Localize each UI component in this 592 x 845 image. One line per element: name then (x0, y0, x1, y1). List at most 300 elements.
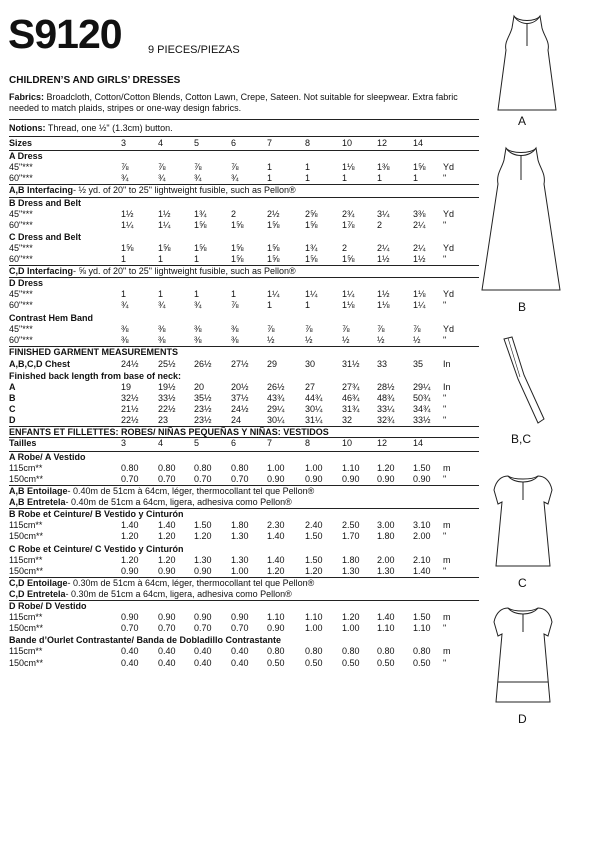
table-cell: 1.80 (377, 531, 395, 542)
table-cell: 0.70 (231, 473, 249, 484)
table-cell: 0.80 (158, 462, 176, 473)
table-cell: 0.90 (342, 473, 360, 484)
table-cell: 1 (231, 289, 237, 300)
table-cell: 0.70 (194, 473, 212, 484)
row-label: 60"*** (9, 173, 33, 184)
row-label: A,B,C,D Chest (9, 358, 71, 369)
table-cell: 1.70 (342, 531, 360, 542)
table-cell: 1.40 (413, 565, 431, 576)
table-cell: 0.50 (413, 657, 431, 668)
table-cell: ¾ (158, 300, 166, 311)
table-cell: 22½ (158, 404, 176, 415)
table-cell: 1⅝ (413, 162, 426, 173)
table-cell: 1 (413, 173, 419, 184)
table-row (9, 254, 479, 265)
table-cell: 1 (194, 289, 200, 300)
unit-label: m (443, 646, 451, 657)
table-cell: 0.80 (377, 646, 395, 657)
table-cell: 0.70 (121, 473, 139, 484)
table-cell: 31¼ (305, 415, 323, 426)
divider (9, 277, 479, 278)
table-cell: 1.20 (121, 554, 139, 565)
table-cell: 0.70 (158, 473, 176, 484)
table-cell: 3 (121, 437, 127, 448)
back-length-title: Finished back length from base of neck: (9, 371, 182, 381)
table-cell: 1¾ (305, 242, 318, 253)
table-row (9, 623, 479, 634)
table-row (9, 289, 479, 300)
table-cell: ⅞ (305, 323, 313, 334)
table-cell: 8 (305, 437, 311, 448)
divider (9, 119, 479, 120)
table-cell: 0.50 (267, 657, 285, 668)
unit-label: m (443, 520, 451, 531)
table-cell: 14 (413, 437, 424, 448)
table-cell: ⅜ (121, 323, 129, 334)
table-cell: 0.90 (158, 565, 176, 576)
note-text: - ½ yd. of 20" to 25" lightweight fusible, such as Pellon® (73, 185, 296, 196)
table-cell: 12 (377, 437, 388, 448)
table-cell: 24½ (121, 358, 139, 369)
interfacing-note (9, 185, 296, 195)
table-cell: 0.90 (305, 473, 323, 484)
table-cell: 2⅝ (305, 208, 318, 219)
unit-label: m (443, 554, 451, 565)
note-text: - 0.40m de 51cm à 64cm, léger, thermocollant tel que Pellon® (67, 486, 315, 496)
metric-sizes-row (9, 438, 479, 449)
notions-text: Thread, one ½" (1.3cm) button. (45, 123, 173, 133)
table-cell: 29¼ (413, 382, 431, 393)
interfacing-note (9, 578, 314, 588)
table-cell: 6 (231, 437, 237, 448)
row-label: 150cm** (9, 473, 44, 484)
table-cell: 1.80 (231, 520, 249, 531)
table-cell: 1.30 (231, 531, 249, 542)
table-cell: 2 (231, 208, 237, 219)
view-b-label: B (518, 300, 527, 314)
table-cell: 10 (342, 138, 353, 148)
view-c-sketch (488, 470, 558, 570)
table-cell: ⅞ (377, 323, 385, 334)
table-cell: 35½ (194, 393, 212, 404)
table-cell: 1⅛ (342, 162, 355, 173)
row-label: 150cm** (9, 623, 44, 634)
table-cell: 1 (342, 173, 348, 184)
table-cell: 0.80 (194, 462, 212, 473)
piece-count: 9 PIECES/PIEZAS (148, 44, 240, 56)
table-cell: 1.20 (305, 565, 323, 576)
table-cell: 1⅝ (342, 254, 355, 264)
sizes-row (9, 138, 479, 149)
unit-label: " (443, 473, 447, 484)
table-row (9, 531, 479, 542)
row-label: 45"*** (9, 323, 33, 334)
divider (9, 136, 479, 137)
table-cell: 33 (377, 358, 388, 369)
table-cell: 5 (194, 138, 200, 148)
table-cell: 0.40 (121, 657, 139, 668)
table-cell: 1½ (158, 208, 171, 219)
table-cell: 1.10 (342, 462, 360, 473)
table-cell: 1⅝ (231, 219, 244, 230)
table-cell: 0.90 (267, 473, 285, 484)
table-cell: 1 (121, 289, 127, 300)
table-cell: ⅜ (121, 334, 129, 345)
notions-paragraph (9, 123, 479, 134)
table-row (9, 474, 479, 485)
table-cell: 1.20 (267, 565, 285, 576)
view-a-label: A (518, 114, 527, 128)
table-cell: 35 (413, 358, 424, 369)
table-row (9, 566, 479, 577)
table-cell: ½ (377, 334, 385, 345)
group-title: D Robe/ D Vestido (9, 601, 87, 611)
table-cell: 1.00 (231, 565, 249, 576)
table-cell: 26½ (267, 382, 285, 393)
table-cell: 0.70 (194, 623, 212, 634)
table-cell: 1½ (377, 254, 390, 264)
belt-sketch (500, 335, 550, 425)
table-cell: 1.40 (377, 612, 395, 623)
table-cell: 0.90 (413, 473, 431, 484)
table-cell: 1.10 (305, 612, 323, 623)
table-cell: 4 (158, 138, 164, 148)
unit-label: " (443, 531, 447, 542)
table-cell: 0.40 (158, 646, 176, 657)
group-title: Contrast Hem Band (9, 312, 94, 323)
table-cell: 1.10 (377, 623, 395, 634)
table-cell: 2.00 (413, 531, 431, 542)
table-row (9, 555, 479, 566)
row-label: D (9, 415, 16, 426)
table-cell: 1.10 (413, 623, 431, 634)
table-cell: 19 (121, 382, 132, 393)
table-cell: 34¾ (413, 404, 431, 415)
table-cell: 29 (267, 358, 278, 369)
table-row (9, 520, 479, 531)
table-cell: 1.20 (377, 462, 395, 473)
table-cell: 1⅝ (158, 242, 171, 253)
row-label: 60"*** (9, 334, 33, 345)
table-cell: 33¼ (377, 404, 395, 415)
table-cell: 8 (305, 138, 311, 148)
table-cell: 5 (194, 437, 200, 448)
table-cell: 28½ (377, 382, 395, 393)
table-cell: 23½ (194, 415, 212, 426)
table-cell: 0.40 (231, 657, 249, 668)
table-cell: ⅞ (342, 323, 350, 334)
table-cell: 2½ (267, 208, 280, 219)
row-label: 60"*** (9, 300, 33, 311)
note-text: - ⅝ yd. of 20" to 25" lightweight fusible, such as Pellon® (73, 266, 296, 277)
unit-label: In (443, 382, 451, 393)
unit-label: Yd (443, 208, 455, 219)
unit-label: Yd (443, 323, 455, 334)
table-cell: 2 (342, 242, 348, 253)
table-cell: 1.30 (231, 554, 249, 565)
table-cell: 1.00 (267, 462, 285, 473)
note-label: A,B Interfacing (9, 185, 74, 196)
group-title: C Robe et Ceinture/ C Vestido y Cinturón (9, 543, 184, 554)
table-cell: 1⅛ (377, 300, 390, 311)
table-cell: 0.80 (342, 646, 360, 657)
note-text: - 0.30m de 51cm a 64cm, ligera, adhesiva como Pellon® (65, 588, 292, 599)
view-b-sketch (478, 146, 564, 292)
table-cell: 2¾ (342, 208, 355, 219)
table-cell: ½ (267, 334, 275, 345)
table-cell: 14 (413, 138, 424, 148)
table-cell: 2.30 (267, 520, 285, 531)
table-cell: 6 (231, 138, 237, 148)
finished-title: FINISHED GARMENT MEASUREMENTS (9, 346, 179, 357)
table-cell: 3⅜ (413, 208, 426, 219)
table-cell: 1.30 (342, 565, 360, 576)
table-cell: 1.40 (267, 554, 285, 565)
table-cell: 27½ (231, 358, 249, 369)
table-cell: 1.00 (305, 462, 323, 473)
table-cell: 0.50 (377, 657, 395, 668)
table-cell: 0.70 (158, 623, 176, 634)
table-cell: ⅜ (231, 334, 239, 345)
view-d-label: D (518, 712, 527, 726)
row-label: 60"*** (9, 254, 33, 264)
table-cell: 1.50 (413, 612, 431, 623)
table-cell: 1 (158, 254, 164, 264)
table-cell: 0.80 (121, 462, 139, 473)
row-label: 115cm** (9, 554, 43, 565)
table-cell: 1⅝ (194, 242, 207, 253)
table-row (9, 173, 479, 184)
table-cell: 1 (305, 173, 311, 184)
fabrics-paragraph (9, 92, 479, 114)
interfacing-note (9, 497, 292, 507)
table-cell: 1 (121, 254, 127, 264)
table-cell: 1.00 (305, 623, 323, 634)
table-cell: 0.40 (194, 646, 212, 657)
table-cell: 1⅜ (377, 162, 390, 173)
table-cell: 0.90 (158, 612, 176, 623)
row-label: 115cm** (9, 520, 43, 531)
table-cell: 2 (377, 219, 383, 230)
table-cell: 1⅝ (267, 254, 280, 264)
table-cell: 1⅝ (194, 219, 207, 230)
table-cell: 1¼ (413, 300, 426, 311)
table-cell: 2.40 (305, 520, 323, 531)
table-cell: 3¼ (377, 208, 390, 219)
table-cell: ¾ (231, 173, 239, 184)
table-cell: 1.50 (194, 520, 212, 531)
table-cell: 1.80 (342, 554, 360, 565)
table-cell: 24 (231, 415, 242, 426)
row-label: 150cm** (9, 657, 44, 668)
table-cell: 27 (305, 382, 316, 393)
metric-title: ENFANTS ET FILLETTES: ROBES/ NIÑAS PEQUEÑAS Y NIÑAS: VESTIDOS (9, 426, 329, 437)
notions-label: Notions: (9, 123, 46, 133)
table-cell: 30¼ (305, 404, 323, 415)
unit-label: Yd (443, 162, 455, 173)
table-cell: ⅜ (158, 334, 166, 345)
table-cell: ⅜ (194, 323, 202, 334)
table-cell: 1 (194, 254, 200, 264)
table-cell: 43¾ (267, 393, 285, 404)
unit-label: " (443, 334, 447, 345)
unit-label: m (443, 462, 451, 473)
interfacing-note (9, 486, 314, 496)
table-cell: 1⅝ (305, 254, 318, 264)
table-cell: 0.70 (121, 623, 139, 634)
note-text: - 0.40m de 51cm a 64cm, ligera, adhesiva como Pellon® (65, 497, 292, 508)
table-cell: 25½ (158, 358, 176, 369)
table-cell: 50¾ (413, 393, 431, 404)
unit-label: " (443, 393, 447, 404)
table-cell: 23½ (194, 404, 212, 415)
table-cell: 4 (158, 437, 164, 448)
table-cell: 1¼ (158, 219, 171, 230)
table-row (9, 324, 479, 335)
table-cell: 0.80 (305, 646, 323, 657)
pattern-title: CHILDREN’S AND GIRLS’ DRESSES (9, 75, 181, 86)
table-cell: 2.50 (342, 520, 360, 531)
table-cell: 1.40 (158, 520, 176, 531)
table-cell: 30¼ (267, 415, 285, 426)
table-row (9, 162, 479, 173)
table-cell: 0.90 (377, 473, 395, 484)
table-cell: 0.40 (158, 657, 176, 668)
table-cell: 1⅛ (342, 300, 355, 311)
unit-label: " (443, 254, 447, 264)
table-cell: 1⅝ (305, 219, 318, 230)
row-label: 45"*** (9, 162, 33, 173)
unit-label: " (443, 404, 447, 415)
table-cell: 37½ (231, 393, 249, 404)
table-row (9, 209, 479, 220)
row-label: 60"*** (9, 219, 33, 230)
table-row (9, 220, 479, 231)
table-cell: 1¼ (121, 219, 134, 230)
unit-label: " (443, 300, 447, 311)
view-d-sketch (488, 602, 558, 710)
table-cell: 3 (121, 138, 127, 148)
table-cell: 1.20 (342, 612, 360, 623)
note-text: - 0.30m de 51cm à 64cm, léger, thermocollant tel que Pellon® (67, 577, 315, 588)
note-label: C,D Interfacing (9, 266, 74, 277)
table-cell: 2¼ (413, 219, 426, 230)
table-cell: 0.40 (194, 657, 212, 668)
table-row (9, 335, 479, 346)
table-cell: 29¼ (267, 404, 285, 415)
table-cell: 1 (267, 162, 273, 173)
row-label: 115cm** (9, 612, 43, 623)
table-cell: 2.10 (413, 554, 431, 565)
table-cell: 0.50 (342, 657, 360, 668)
table-cell: 1⅝ (231, 254, 244, 264)
table-cell: 3.10 (413, 520, 431, 531)
table-cell: 1 (267, 300, 273, 311)
table-row (9, 393, 479, 404)
table-cell: ¾ (158, 173, 166, 184)
note-label: C,D Entoilage (9, 577, 68, 588)
table-cell: ⅞ (413, 323, 421, 334)
table-cell: ⅞ (158, 162, 166, 173)
table-cell: 1.40 (267, 531, 285, 542)
table-cell: 31¾ (342, 404, 360, 415)
table-cell: ⅜ (158, 323, 166, 334)
row-label: 115cm** (9, 462, 43, 473)
table-row (9, 243, 479, 254)
table-cell: 0.80 (267, 646, 285, 657)
row-label: 150cm** (9, 531, 44, 542)
table-cell: 46¾ (342, 393, 360, 404)
table-cell: 2¼ (413, 242, 426, 253)
row-label: B (9, 393, 16, 404)
table-cell: 0.50 (305, 657, 323, 668)
unit-label: m (443, 612, 451, 623)
table-cell: 23 (158, 415, 169, 426)
table-cell: 1.50 (305, 554, 323, 565)
table-cell: 1 (267, 173, 273, 184)
fabrics-label: Fabrics: (9, 92, 45, 102)
table-row (9, 612, 479, 623)
table-cell: 24½ (231, 404, 249, 415)
row-label: Tailles (9, 437, 37, 448)
table-cell: ¾ (121, 173, 129, 184)
interfacing-note (9, 589, 292, 599)
row-label: 45"*** (9, 208, 33, 219)
divider (9, 150, 479, 151)
table-cell: 10 (342, 437, 353, 448)
group-title: B Dress and Belt (9, 197, 82, 208)
table-cell: 33½ (158, 393, 176, 404)
unit-label: " (443, 623, 447, 634)
table-cell: 2.00 (377, 554, 395, 565)
table-cell: 1⅝ (267, 219, 280, 230)
table-cell: 32¾ (377, 415, 395, 426)
table-cell: 27¾ (342, 382, 360, 393)
table-cell: ½ (413, 334, 421, 345)
table-cell: 1¼ (267, 289, 280, 300)
table-cell: 20½ (231, 382, 249, 393)
unit-label: " (443, 415, 447, 426)
row-label: C (9, 404, 16, 415)
table-cell: 1⅛ (413, 289, 426, 300)
table-row (9, 463, 479, 474)
table-cell: 2¼ (377, 242, 390, 253)
unit-label: " (443, 657, 447, 668)
group-title: A Dress (9, 151, 43, 162)
table-cell: 1.20 (194, 531, 212, 542)
table-row (9, 646, 479, 657)
table-cell: 1¼ (305, 289, 318, 300)
table-cell: 12 (377, 138, 388, 148)
table-cell: 1⅝ (121, 242, 134, 253)
unit-label: In (443, 358, 451, 369)
table-cell: 1.00 (342, 623, 360, 634)
table-cell: 1.20 (158, 554, 176, 565)
group-title: B Robe et Ceinture/ B Vestido y Cinturón (9, 509, 184, 520)
table-cell: 22½ (121, 415, 139, 426)
group-title: Bande d’Ourlet Contrastante/ Banda de Dobladillo Contrastante (9, 635, 282, 646)
table-cell: 1.30 (194, 554, 212, 565)
fabrics-text: Broadcloth, Cotton/Cotton Blends, Cotton Lawn, Crepe, Sateen. Not suitable for sleepwear. Extra fabric needed to match plaids, stripes or one-way design fabrics. (9, 92, 458, 113)
view-a-sketch (492, 14, 562, 114)
table-cell: ½ (305, 334, 313, 345)
row-label: 115cm** (9, 646, 43, 657)
group-title: A Robe/ A Vestido (9, 451, 86, 462)
table-cell: 0.90 (121, 612, 139, 623)
table-cell: 0.70 (231, 623, 249, 634)
row-label: Sizes (9, 138, 33, 148)
table-cell: ⅞ (121, 162, 129, 173)
